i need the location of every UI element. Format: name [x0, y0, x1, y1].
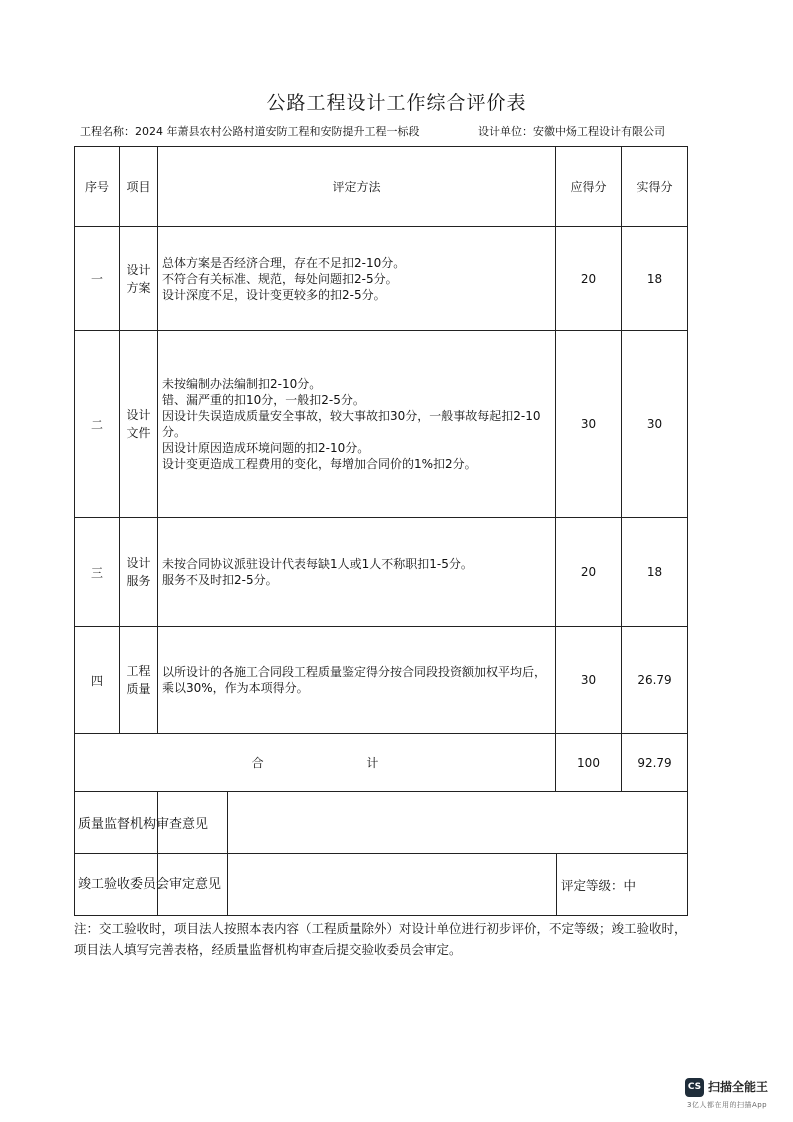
total-label-a: 合	[251, 756, 264, 770]
header-row	[75, 147, 688, 227]
design-unit: 设计单位：安徽中炀工程设计有限公司	[478, 125, 665, 138]
row-should: 20	[556, 518, 622, 627]
row-actual: 18	[622, 518, 688, 627]
table-row	[75, 627, 688, 734]
method-line: 以所设计的各施工合同段工程质量鉴定得分按合同段投资额加权平均后，乘以30%，作为本项得分。	[162, 665, 547, 695]
method-line: 未按合同协议派驻设计代表每缺1人或1人不称职扣1-5分。	[162, 557, 473, 571]
camscanner-logo-icon: CS	[685, 1078, 704, 1097]
watermark-slogan: 3亿人都在用的扫描App	[687, 1101, 768, 1109]
total-should: 100	[556, 734, 622, 792]
total-actual: 92.79	[622, 734, 688, 792]
supervision-label: 质量监督机构审查意见	[75, 792, 158, 854]
row-item-line: 设计	[126, 262, 151, 277]
header-item: 项目	[120, 147, 158, 227]
supervision-opinion	[158, 792, 688, 854]
row-item	[120, 331, 158, 518]
row-actual: 26.79	[622, 627, 688, 734]
row-item-line: 工程	[126, 664, 151, 678]
row-item-line: 设计	[126, 408, 151, 422]
row-item-line: 服务	[126, 574, 151, 588]
table-row	[75, 331, 688, 518]
row-item	[120, 518, 158, 627]
row-item-line: 文件	[126, 426, 151, 440]
row-method	[158, 627, 556, 734]
watermark-name: 扫描全能王	[708, 1080, 769, 1094]
method-line: 总体方案是否经济合理，存在不足扣2-10分。	[162, 255, 406, 270]
footnote: 注：交工验收时，项目法人按照本表内容（工程质量除外）对设计单位进行初步评价，不定等级；竣工验收时，项目法人填写完善表格，经质量监督机构审查后提交验收委员会审定。	[74, 921, 687, 957]
row-should: 30	[556, 331, 622, 518]
total-label	[75, 734, 556, 792]
method-line: 服务不及时扣2-5分。	[162, 573, 278, 587]
row-seq: 四	[75, 627, 120, 734]
row-should: 20	[556, 227, 622, 331]
row-actual: 30	[622, 331, 688, 518]
method-line: 设计变更造成工程费用的变化，每增加合同价的1%扣2分。	[162, 457, 477, 471]
committee-label: 竣工验收委员会审定意见	[75, 854, 158, 916]
committee-opinion	[158, 854, 688, 916]
method-line: 因设计原因造成环境问题的扣2-10分。	[162, 441, 370, 455]
row-item-line: 方案	[126, 280, 151, 295]
row-method	[158, 331, 556, 518]
header-should: 应得分	[556, 147, 622, 227]
project-name: 工程名称：2024 年萧县农村公路村道安防工程和安防提升工程一标段	[80, 125, 420, 138]
header-actual: 实得分	[622, 147, 688, 227]
header-method: 评定方法	[158, 147, 556, 227]
scanner-watermark	[685, 1075, 785, 1111]
header-seq: 序号	[75, 147, 120, 227]
row-item-line: 质量	[126, 682, 151, 696]
row-item	[120, 227, 158, 331]
table-row	[75, 518, 688, 627]
row-seq: 三	[75, 518, 120, 627]
row-actual: 18	[622, 227, 688, 331]
row-should: 30	[556, 627, 622, 734]
row-seq: 一	[75, 227, 120, 331]
evaluation-table	[74, 146, 688, 916]
method-line: 未按编制办法编制扣2-10分。	[162, 377, 322, 391]
method-line: 设计深度不足，设计变更较多的扣2-5分。	[162, 287, 386, 302]
supervision-row	[75, 792, 688, 854]
row-method	[158, 227, 556, 331]
method-line: 因设计失误造成质量安全事故，较大事故扣30分，一般事故每起扣2-10分。	[162, 409, 541, 439]
row-item-line: 设计	[126, 556, 151, 570]
page-title: 公路工程设计工作综合评价表	[266, 92, 527, 114]
committee-row	[75, 854, 688, 916]
table-row	[75, 227, 688, 331]
row-seq: 二	[75, 331, 120, 518]
evaluation-grade: 评定等级：中	[561, 878, 637, 893]
method-line: 不符合有关标准、规范，每处问题扣2-5分。	[162, 271, 398, 286]
row-item	[120, 627, 158, 734]
total-label-b: 计	[366, 756, 379, 770]
total-row	[75, 734, 688, 792]
row-method	[158, 518, 556, 627]
method-line: 错、漏严重的扣10分，一般扣2-5分。	[162, 393, 365, 407]
